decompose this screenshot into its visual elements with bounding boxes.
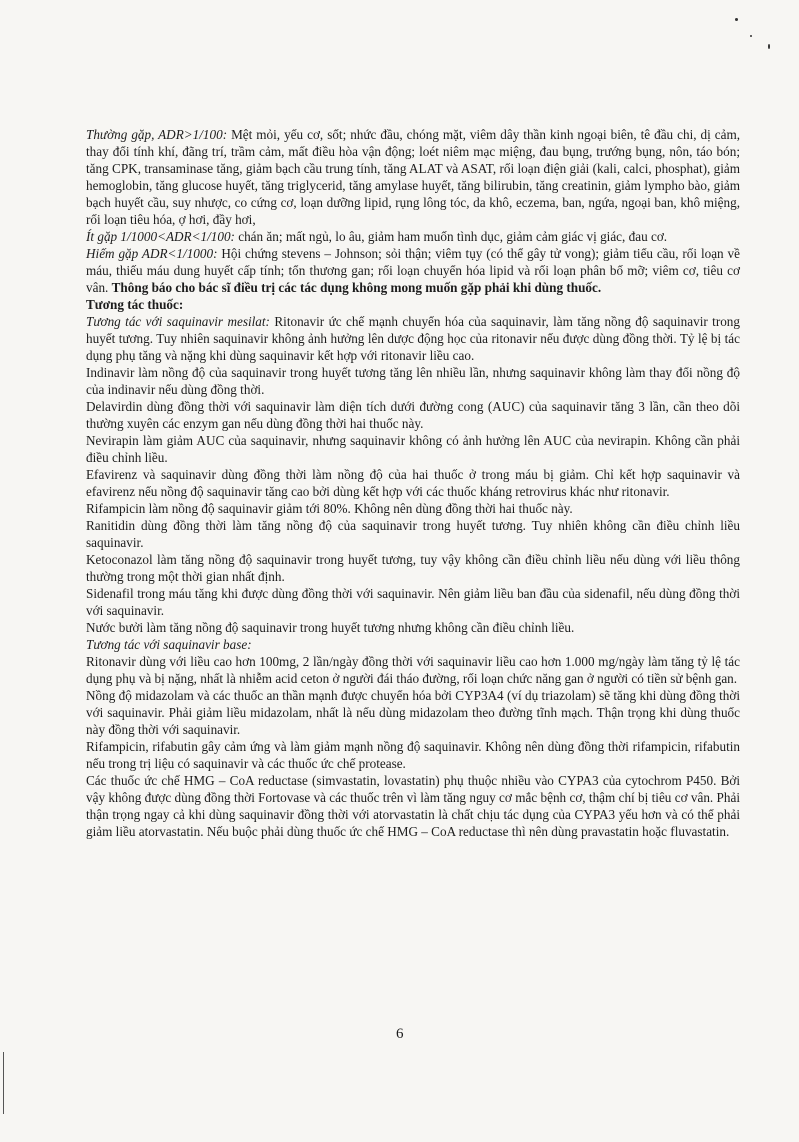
paragraph-text: Nước bưởi làm tăng nồng độ saquinavir trong huyết tương nhưng không cần điều chỉnh liều. (86, 620, 575, 635)
paragraph-text: Delavirdin dùng đồng thời với saquinavir làm diện tích dưới đường cong (AUC) của saquinavir tăng 3 lần, cần theo dõi thường xuyên các enzym gan nếu dùng đồng thời hai thuốc này. (86, 399, 740, 431)
paragraph (86, 398, 740, 432)
paragraph (86, 619, 740, 636)
paragraph (86, 772, 740, 840)
paragraph (86, 364, 740, 398)
paragraph-lead: Hiếm gặp ADR<1/1000: (86, 246, 218, 261)
paragraph-bold-note: Thông báo cho bác sĩ điều trị các tác dụng không mong muốn gặp phải khi dùng thuốc. (111, 280, 602, 295)
scan-edge-line (3, 1052, 4, 1114)
paragraph-text: Rifampicin, rifabutin gây cảm ứng và làm giảm mạnh nồng độ saquinavir. Không nên dùng đồng thời rifampicin, rifabutin nếu trong trị liệu có saquinavir và các thuốc ức chế protease. (86, 739, 740, 771)
paragraph (86, 432, 740, 466)
paragraph (86, 126, 740, 228)
paragraph (86, 687, 740, 738)
paragraph-text: Mệt mỏi, yếu cơ, sốt; nhức đầu, chóng mặt, viêm dây thần kinh ngoại biên, tê đầu chi, dị cảm, thay đổi tính khí, đãng trí, trầm cảm, mất điều hòa vận động; loét niêm mạc miệng, đau bụng, trướng bụng, nôn, táo bón; tăng CPK, transaminase tăng, giảm bạch cầu trung tính, tăng ALAT và ASAT, rối loạn điện giải (kali, calci, phosphat), giảm hemoglobin, tăng glucose huyết, tăng triglycerid, tăng amylase huyết, tăng bilirubin, tăng creatinin, giảm lympho bào, giảm bạch huyết cầu, suy nhược, co cứng cơ, loạn dưỡng lipid, rụng lông tóc, da khô, eczema, ban, ngứa, ngoại ban, khô miệng, rối loạn tiêu hóa, ợ hơi, đầy hơi, (86, 127, 740, 227)
paragraph (86, 500, 740, 517)
paragraph-text: Sidenafil trong máu tăng khi được dùng đồng thời với saquinavir. Nên giảm liều ban đầu của sidenafil, nếu dùng đồng thời với saquinavir. (86, 586, 740, 618)
scan-speck (768, 44, 770, 49)
paragraph-text: Ketoconazol làm tăng nồng độ saquinavir trong huyết tương, tuy vậy không cần điều chỉnh liều nếu dùng với liều thông thường trong một thời gian nhất định. (86, 552, 740, 584)
page-number: 6 (396, 1026, 404, 1042)
scan-speck (735, 18, 738, 21)
paragraph-text: Hội chứng stevens – Johnson; sỏi thận; viêm tụy (có thể gây tử vong); giảm tiểu cầu, rối loạn về máu, thiếu máu dung huyết cấp tính; tổn thương gan; rối loạn chuyển hóa lipid và rối loạn phân bố mỡ; viêm cơ, tiêu cơ vân. (86, 246, 740, 295)
scan-speck (750, 35, 752, 37)
paragraph (86, 653, 740, 687)
paragraph (86, 636, 740, 653)
heading-text: Tương tác thuốc: (86, 297, 184, 312)
paragraph (86, 313, 740, 364)
document-body (86, 126, 740, 840)
paragraph (86, 466, 740, 500)
paragraph-text: Ritonavir ức chế mạnh chuyển hóa của saquinavir, làm tăng nồng độ saquinavir trong huyết tương. Tuy nhiên saquinavir không ảnh hưởng lên dược động học của ritonavir nếu được dùng đồng thời. Tỷ lệ bị tác dụng phụ tăng và nặng khi dùng saquinavir kết hợp với ritonavir liều cao. (86, 314, 740, 363)
paragraph (86, 517, 740, 551)
paragraph-text: Ranitidin dùng đồng thời làm tăng nồng độ của saquinavir trong huyết tương. Tuy nhiên không cần điều chỉnh liều saquinavir. (86, 518, 740, 550)
section-heading (86, 296, 740, 313)
paragraph (86, 585, 740, 619)
paragraph-text: Nồng độ midazolam và các thuốc an thần mạnh được chuyển hóa bởi CYP3A4 (ví dụ triazolam) sẽ tăng khi dùng đồng thời với saquinavir. Phải giảm liều midazolam, nhất là nếu dùng midazolam theo đường tĩnh mạch. Thận trọng khi dùng thuốc này đồng thời với saquinavir. (86, 688, 740, 737)
paragraph (86, 738, 740, 772)
paragraph-lead: Tương tác với saquinavir mesilat: (86, 314, 270, 329)
paragraph-text: Efavirenz và saquinavir dùng đồng thời làm nồng độ của hai thuốc ở trong máu bị giảm. Chỉ kết hợp saquinavir và efavirenz nếu nồng độ saquinavir tăng cao bởi dùng kết hợp với các thuốc kháng retrovirus khác như ritonavir. (86, 467, 740, 499)
paragraph (86, 228, 740, 245)
paragraph-text: chán ăn; mất ngủ, lo âu, giảm ham muốn tình dục, giảm cảm giác vị giác, đau cơ. (234, 229, 668, 244)
paragraph-text: Các thuốc ức chế HMG – CoA reductase (simvastatin, lovastatin) phụ thuộc nhiều vào CYPA3 của cytochrom P450. Bởi vậy không được dùng đồng thời Fortovase và các thuốc trên vì làm tăng nguy cơ mắc bệnh cơ, thậm chí bị tiêu cơ vân. Phải thận trọng ngay cả khi dùng saquinavir đồng thời với atorvastatin là chất chịu tác dụng của CYPA3 yếu hơn và có thể phải giảm liều atorvastatin. Nếu buộc phải dùng thuốc ức chế HMG – CoA reductase thì nên dùng pravastatin hoặc fluvastatin. (86, 773, 740, 839)
paragraph-text: Ritonavir dùng với liều cao hơn 100mg, 2 lần/ngày đồng thời với saquinavir liều cao hơn 1.000 mg/ngày làm tăng tỷ lệ tác dụng phụ và bị nặng, nhất là nhiễm acid ceton ở người đái tháo đường, rối loạn chức năng gan ở người có tiền sử bệnh gan. (86, 654, 740, 686)
paragraph-lead: Ít gặp 1/1000<ADR<1/100: (86, 229, 235, 244)
paragraph-lead: Thường gặp, ADR>1/100: (86, 127, 228, 142)
paragraph-text: Rifampicin làm nồng độ saquinavir giảm tới 80%. Không nên dùng đồng thời hai thuốc này. (86, 501, 573, 516)
paragraph-text: Indinavir làm nồng độ của saquinavir trong huyết tương tăng lên nhiều lần, nhưng saquinavir không làm thay đổi nồng độ của indinavir nếu dùng đồng thời. (86, 365, 740, 397)
paragraph (86, 551, 740, 585)
paragraph-text: Nevirapin làm giảm AUC của saquinavir, nhưng saquinavir không có ảnh hưởng lên AUC của nevirapin. Không cần phải điều chỉnh liều. (86, 433, 740, 465)
paragraph-lead: Tương tác với saquinavir base: (86, 637, 252, 652)
paragraph (86, 245, 740, 296)
